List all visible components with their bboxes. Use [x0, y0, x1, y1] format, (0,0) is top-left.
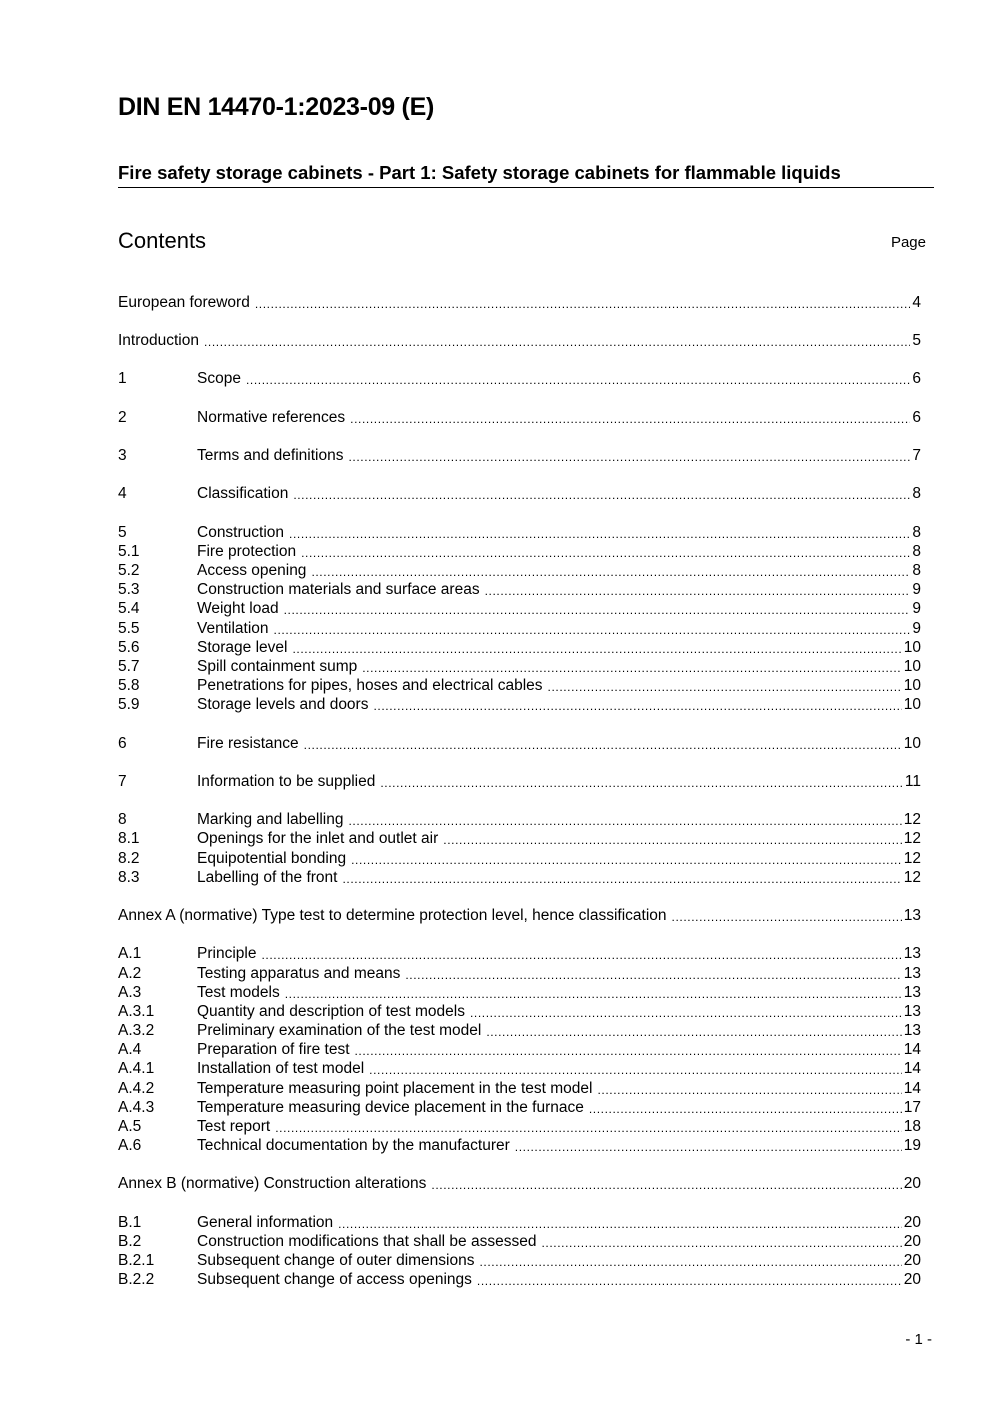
contents-heading: Contents	[118, 228, 207, 253]
toc-entry[interactable]	[118, 1002, 921, 1021]
toc-entry[interactable]	[118, 676, 921, 695]
toc-entry[interactable]	[118, 369, 921, 388]
toc-entry-page: 8	[912, 562, 921, 579]
toc-entry-number: 5	[118, 524, 127, 541]
toc-entry[interactable]	[118, 542, 921, 561]
toc-entry-page: 12	[903, 811, 921, 828]
toc-leader-dots	[589, 1101, 902, 1117]
toc-entry-page: 6	[912, 409, 921, 426]
toc-leader-dots	[289, 526, 910, 542]
page-number: - 1 -	[905, 1331, 932, 1348]
toc-leader-dots	[477, 1273, 902, 1289]
toc-entry-title: Labelling of the front	[197, 869, 338, 886]
toc-entry[interactable]	[118, 1021, 921, 1040]
toc-entry-number: A.2	[118, 965, 142, 982]
toc-entry-title: Subsequent change of outer dimensions	[197, 1252, 475, 1269]
toc-entry-title: Technical documentation by the manufacturer	[197, 1137, 510, 1154]
toc-entry-page: 4	[912, 294, 921, 311]
toc-entry[interactable]	[118, 446, 921, 465]
toc-entry[interactable]	[118, 849, 921, 868]
toc-leader-dots	[304, 737, 902, 753]
toc-entry-page: 13	[903, 1003, 921, 1020]
toc-entry-number: 5.7	[118, 658, 140, 675]
toc-entry-title: General information	[197, 1214, 334, 1231]
toc-entry[interactable]	[118, 1174, 921, 1193]
toc-entry-title: Test models	[197, 984, 280, 1001]
toc-leader-dots	[350, 411, 910, 427]
toc-leader-dots	[548, 679, 902, 695]
toc-entry-page: 20	[903, 1271, 921, 1288]
toc-entry-page: 6	[912, 370, 921, 387]
toc-entry-title: Subsequent change of access openings	[197, 1271, 472, 1288]
toc-entry-title: European foreword	[118, 294, 250, 311]
toc-entry-page: 18	[903, 1118, 921, 1135]
toc-entry-page: 9	[912, 581, 921, 598]
toc-entry[interactable]	[118, 868, 921, 887]
toc-entry-number: A.6	[118, 1137, 142, 1154]
toc-leader-dots	[431, 1177, 901, 1193]
toc-entry-title: Quantity and description of test models	[197, 1003, 465, 1020]
toc-entry-page: 13	[903, 945, 921, 962]
toc-entry-title: Introduction	[118, 332, 199, 349]
toc-entry[interactable]	[118, 580, 921, 599]
toc-entry[interactable]	[118, 810, 921, 829]
toc-entry-title: Classification	[197, 485, 289, 502]
toc-leader-dots	[443, 832, 901, 848]
toc-entry-number: B.2.2	[118, 1271, 155, 1288]
toc-entry-title: Installation of test model	[197, 1060, 365, 1077]
toc-leader-dots	[541, 1235, 901, 1251]
toc-entry-title: Storage levels and doors	[197, 696, 369, 713]
toc-entry-page: 10	[903, 735, 921, 752]
toc-entry-title: Fire resistance	[197, 735, 299, 752]
toc-leader-dots	[515, 1139, 902, 1155]
toc-entry-page: 14	[903, 1060, 921, 1077]
toc-leader-dots	[369, 1062, 902, 1078]
toc-entry-title: Construction modifications that shall be assessed	[197, 1233, 537, 1250]
toc-entry-page: 20	[903, 1252, 921, 1269]
toc-leader-dots	[255, 296, 911, 312]
toc-entry-page: 20	[903, 1175, 921, 1192]
toc-entry-title: Construction	[197, 524, 285, 541]
toc-entry[interactable]	[118, 1117, 921, 1136]
toc-entry[interactable]	[118, 657, 921, 676]
toc-entry-number: 3	[118, 447, 127, 464]
document-id: DIN EN 14470-1:2023-09 (E)	[118, 93, 434, 121]
toc-entry-title: Information to be supplied	[197, 773, 376, 790]
toc-entry-title: Preparation of fire test	[197, 1041, 350, 1058]
toc-entry-number: 6	[118, 735, 127, 752]
toc-entry[interactable]	[118, 1098, 921, 1117]
toc-entry[interactable]	[118, 964, 921, 983]
toc-leader-dots	[311, 564, 910, 580]
toc-leader-dots	[486, 1024, 901, 1040]
toc-entry-page: 8	[912, 485, 921, 502]
toc-entry[interactable]	[118, 638, 921, 657]
toc-entry-number: 7	[118, 773, 127, 790]
toc-entry[interactable]	[118, 561, 921, 580]
toc-entry-title: Equipotential bonding	[197, 850, 347, 867]
toc-leader-dots	[485, 583, 911, 599]
toc-leader-dots	[204, 334, 910, 350]
toc-entry-number: A.4.1	[118, 1060, 155, 1077]
toc-leader-dots	[380, 775, 903, 791]
toc-leader-dots	[470, 1005, 902, 1021]
toc-entry[interactable]	[118, 695, 921, 714]
toc-entry-number: 4	[118, 485, 127, 502]
toc-entry-number: 8.2	[118, 850, 140, 867]
toc-entry-title: Marking and labelling	[197, 811, 344, 828]
toc-entry-page: 9	[912, 620, 921, 637]
toc-leader-dots	[338, 1216, 902, 1232]
toc-entry[interactable]	[118, 829, 921, 848]
toc-entry-number: B.2	[118, 1233, 142, 1250]
toc-entry-number: 5.8	[118, 677, 140, 694]
toc-entry-page: 10	[903, 658, 921, 675]
toc-entry-page: 8	[912, 524, 921, 541]
toc-entry[interactable]	[118, 1232, 921, 1251]
toc-entry-page: 20	[903, 1214, 921, 1231]
toc-entry-title: Weight load	[197, 600, 279, 617]
toc-entry[interactable]	[118, 599, 921, 618]
toc-entry-number: 8	[118, 811, 127, 828]
toc-leader-dots	[301, 545, 910, 561]
toc-entry-page: 10	[903, 677, 921, 694]
toc-leader-dots	[479, 1254, 901, 1270]
toc-entry-title: Scope	[197, 370, 241, 387]
toc-entry-title: Openings for the inlet and outlet air	[197, 830, 439, 847]
toc-entry-title: Temperature measuring point placement in the test model	[197, 1080, 593, 1097]
toc-entry-number: A.4.2	[118, 1080, 155, 1097]
toc-leader-dots	[293, 487, 910, 503]
toc-entry[interactable]	[118, 1079, 921, 1098]
toc-entry-page: 11	[904, 773, 921, 790]
toc-leader-dots	[275, 1120, 902, 1136]
toc-entry[interactable]	[118, 1213, 921, 1232]
toc-entry-number: B.2.1	[118, 1252, 155, 1269]
toc-entry-number: 8.1	[118, 830, 140, 847]
toc-entry-page: 10	[903, 696, 921, 713]
toc-entry[interactable]	[118, 523, 921, 542]
toc-entry-number: 1	[118, 370, 127, 387]
toc-entry-number: A.5	[118, 1118, 142, 1135]
toc-leader-dots	[597, 1082, 901, 1098]
toc-entry[interactable]	[118, 983, 921, 1002]
toc-entry-number: 8.3	[118, 869, 140, 886]
toc-entry-page: 19	[903, 1137, 921, 1154]
toc-leader-dots	[285, 986, 902, 1002]
toc-entry-title: Terms and definitions	[197, 447, 344, 464]
toc-entry-title: Test report	[197, 1118, 271, 1135]
toc-entry[interactable]	[118, 1040, 921, 1059]
toc-entry[interactable]	[118, 1270, 921, 1289]
toc-entry[interactable]	[118, 1059, 921, 1078]
toc-entry-title: Access opening	[197, 562, 307, 579]
toc-leader-dots	[348, 813, 901, 829]
toc-entry-title: Annex B (normative) Construction alterations	[118, 1175, 427, 1192]
toc-leader-dots	[274, 622, 911, 638]
toc-entry[interactable]	[118, 331, 921, 350]
toc-entry-page: 12	[903, 830, 921, 847]
toc-entry[interactable]	[118, 772, 921, 791]
toc-leader-dots	[292, 641, 901, 657]
toc-entry[interactable]	[118, 944, 921, 963]
toc-entry-title: Temperature measuring device placement in the furnace	[197, 1099, 584, 1116]
toc-entry-number: 5.1	[118, 543, 140, 560]
toc-entry-page: 7	[912, 447, 921, 464]
toc-entry-number: 5.9	[118, 696, 140, 713]
toc-entry-title: Ventilation	[197, 620, 269, 637]
toc-entry[interactable]	[118, 1136, 921, 1155]
toc-entry-page: 13	[903, 965, 921, 982]
toc-entry[interactable]	[118, 408, 921, 427]
toc-entry-page: 14	[903, 1080, 921, 1097]
toc-entry-title: Penetrations for pipes, hoses and electrical cables	[197, 677, 543, 694]
toc-entry-number: A.3.2	[118, 1022, 155, 1039]
toc-leader-dots	[351, 852, 902, 868]
document-title: Fire safety storage cabinets - Part 1: Safety storage cabinets for flammable liquids	[118, 162, 934, 188]
toc-leader-dots	[261, 947, 901, 963]
toc-entry-title: Preliminary examination of the test model	[197, 1022, 482, 1039]
toc-entry[interactable]	[118, 293, 921, 312]
toc-entry-number: 5.2	[118, 562, 140, 579]
toc-entry-page: 8	[912, 543, 921, 560]
toc-entry-number: A.3	[118, 984, 142, 1001]
toc-entry-number: B.1	[118, 1214, 142, 1231]
toc-entry-number: 5.5	[118, 620, 140, 637]
toc-entry[interactable]	[118, 906, 921, 925]
toc-entry-page: 17	[903, 1099, 921, 1116]
toc-leader-dots	[284, 602, 911, 618]
toc-entry-title: Testing apparatus and means	[197, 965, 401, 982]
toc-leader-dots	[348, 449, 910, 465]
toc-entry[interactable]	[118, 484, 921, 503]
toc-entry-number: 5.4	[118, 600, 140, 617]
toc-entry-number: 5.6	[118, 639, 140, 656]
toc-entry-page: 9	[912, 600, 921, 617]
toc-entry[interactable]	[118, 1251, 921, 1270]
toc-entry-title: Annex A (normative) Type test to determine protection level, hence classification	[118, 907, 667, 924]
toc-entry-page: 20	[903, 1233, 921, 1250]
toc-entry-page: 10	[903, 639, 921, 656]
toc-entry-number: 5.3	[118, 581, 140, 598]
toc-entry-page: 5	[912, 332, 921, 349]
toc-entry-page: 13	[903, 984, 921, 1001]
toc-entry-page: 12	[903, 869, 921, 886]
toc-entry-title: Fire protection	[197, 543, 297, 560]
toc-entry-number: A.3.1	[118, 1003, 155, 1020]
toc-entry-title: Principle	[197, 945, 257, 962]
toc-entry-title: Storage level	[197, 639, 288, 656]
toc-leader-dots	[246, 372, 910, 388]
toc-entry-title: Construction materials and surface areas	[197, 581, 480, 598]
toc-entry-title: Spill containment sump	[197, 658, 358, 675]
toc-leader-dots	[373, 698, 901, 714]
toc-entry[interactable]	[118, 734, 921, 753]
toc-entry-number: A.4	[118, 1041, 142, 1058]
toc-leader-dots	[362, 660, 902, 676]
toc-entry[interactable]	[118, 619, 921, 638]
toc-entry-number: A.4.3	[118, 1099, 155, 1116]
toc-leader-dots	[672, 909, 902, 925]
toc-entry-page: 13	[903, 907, 921, 924]
toc-entry-number: 2	[118, 409, 127, 426]
toc-leader-dots	[405, 967, 901, 983]
toc-entry-page: 12	[903, 850, 921, 867]
toc-entry-page: 13	[903, 1022, 921, 1039]
toc-leader-dots	[355, 1043, 902, 1059]
page-column-heading: Page	[890, 234, 926, 251]
toc-leader-dots	[342, 871, 901, 887]
toc-entry-title: Normative references	[197, 409, 346, 426]
toc-entry-page: 14	[903, 1041, 921, 1058]
toc-entry-number: A.1	[118, 945, 142, 962]
